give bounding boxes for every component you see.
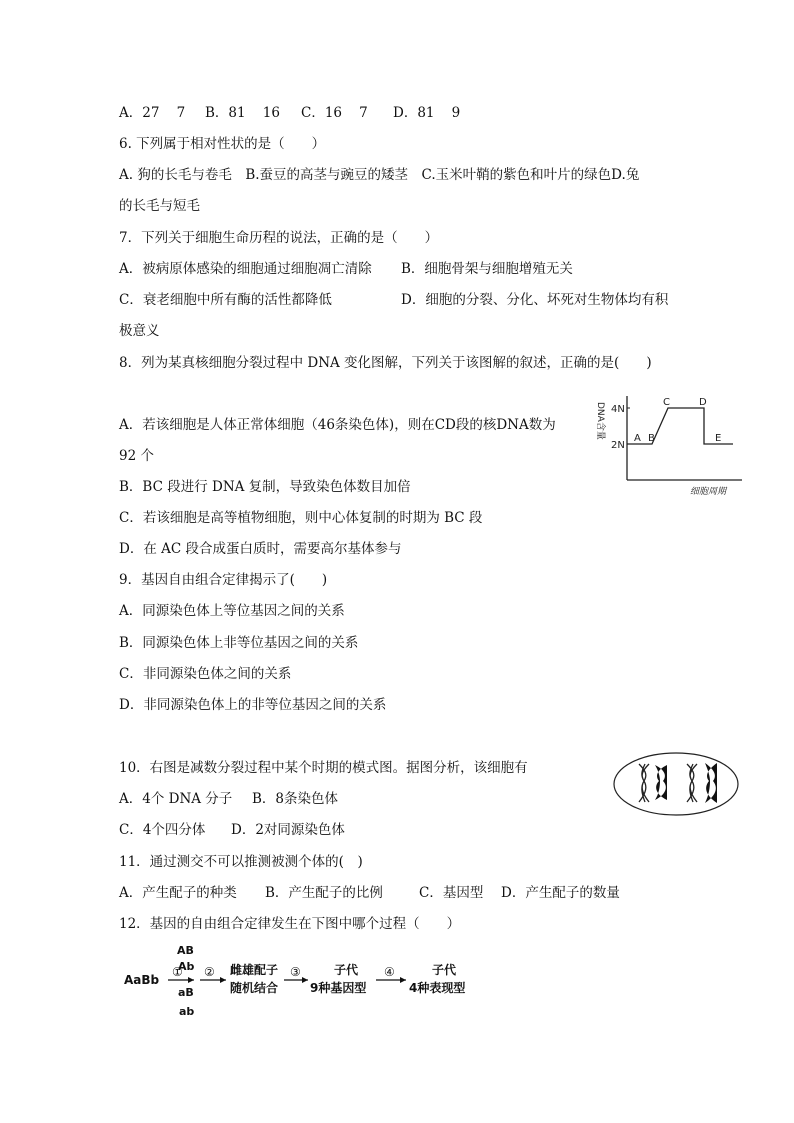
- gamete-ab-lower-upper: aB: [178, 986, 194, 999]
- point-a-label: A: [634, 433, 641, 444]
- parent-genotype: AaBb: [124, 973, 160, 987]
- chromosome-pair-2: [687, 763, 717, 803]
- chromosome-open-2: [687, 764, 697, 802]
- q7-option-b: B．细胞骨架与细胞增殖无关: [401, 261, 573, 277]
- q10-option-a: A．4个 DNA 分子: [119, 791, 233, 807]
- gamete-union-line1: 雌雄配子: [230, 963, 279, 977]
- q11-stem: 11．通过测交不可以推测被测个体的( ): [119, 854, 363, 870]
- dna-change-chart: [590, 390, 750, 500]
- arrow-4-head: [400, 977, 406, 983]
- q10-stem: 10．右图是减数分裂过程中某个时期的模式图。据图分析，该细胞有: [119, 760, 528, 776]
- q11-option-b: B．产生配子的比例: [265, 885, 383, 901]
- q7-stem: 7．下列关于细胞生命历程的说法，正确的是（ ）: [119, 230, 439, 246]
- gamete-union-line2: 随机结合: [230, 981, 279, 995]
- q8-option-b: B．BC 段进行 DNA 复制，导致染色体数目加倍: [119, 479, 411, 495]
- meiosis-cell-figure: [611, 750, 741, 818]
- step-3-marker: ③: [290, 965, 301, 979]
- offspring-phenotype-line2: 4种表现型: [409, 981, 466, 995]
- y-axis-label: DNA含量: [595, 402, 605, 440]
- q6-options-line2: 的长毛与短毛: [119, 198, 200, 214]
- q10-option-d: D．2对同源染色体: [231, 822, 345, 838]
- gamete-ab-mixed: Ab: [178, 960, 195, 973]
- gamete-ab-upper: AB: [177, 944, 194, 957]
- point-b-label: B: [648, 433, 655, 444]
- q11-option-d: D．产生配子的数量: [501, 885, 620, 901]
- q9-option-b: B．同源染色体上非等位基因之间的关系: [119, 635, 359, 651]
- offspring-genotype-line1: 子代: [334, 963, 359, 977]
- x-axis-label: 细胞周期: [690, 487, 727, 497]
- q5-option-c: C．16 7: [301, 105, 368, 121]
- y-tick-4n: 4N: [611, 404, 625, 415]
- q6-options-line1: A. 狗的长毛与卷毛 B.蚕豆的高茎与豌豆的矮茎 C.玉米叶鞘的紫色和叶片的绿色D.兔: [119, 167, 640, 183]
- q8-option-a: A．若该细胞是人体正常体细胞（46条染色体)，则在CD段的核DNA数为: [119, 417, 556, 433]
- q7-option-d: D．细胞的分裂、分化、坏死对生物体均有积: [401, 292, 669, 308]
- q8-option-c: C．若该细胞是高等植物细胞，则中心体复制的时期为 BC 段: [119, 510, 483, 526]
- q5-option-d: D．81 9: [393, 105, 461, 121]
- q11-option-a: A．产生配子的种类: [119, 885, 237, 901]
- arrow-1-head: [188, 977, 194, 983]
- q5-option-a: A．27 7: [119, 105, 186, 121]
- q5-option-b: B．81 16: [205, 105, 280, 121]
- gamete-ab-lower: ab: [179, 1005, 195, 1018]
- step-4-marker: ④: [384, 965, 395, 979]
- y-tick-2n: 2N: [611, 440, 625, 451]
- point-e-label: E: [715, 433, 722, 444]
- q7-option-c: C．衰老细胞中所有酶的活性都降低: [119, 292, 332, 308]
- q10-option-c: C．4个四分体: [119, 822, 206, 838]
- q10-options-cd: [119, 821, 345, 839]
- chromosome-filled-1: [655, 765, 667, 800]
- q10-options-ab: [119, 790, 338, 808]
- q7-option-d-cont: 极意义: [119, 323, 160, 339]
- q9-option-d: D．非同源染色体上的非等位基因之间的关系: [119, 697, 387, 713]
- q7-options-cd: [119, 291, 668, 309]
- q12-stem: 12．基因的自由组合定律发生在下图中哪个过程（ ）: [119, 916, 461, 932]
- q7-options-ab: [119, 260, 573, 278]
- q9-option-c: C．非同源染色体之间的关系: [119, 666, 292, 682]
- step-1-marker: ①: [172, 965, 183, 979]
- arrow-3-head: [302, 977, 308, 983]
- q9-option-a: A．同源染色体上等位基因之间的关系: [119, 603, 345, 619]
- chromosome-open-1: [639, 764, 649, 802]
- offspring-phenotype-line1: 子代: [432, 963, 457, 977]
- point-d-label: D: [699, 397, 707, 408]
- offspring-genotype-line2: 9种基因型: [310, 981, 367, 995]
- q11-options: [119, 884, 620, 902]
- q7-option-a: A．被病原体感染的细胞通过细胞凋亡清除: [119, 261, 372, 277]
- chromosome-filled-2: [705, 763, 717, 803]
- arrow-2-head: [220, 977, 226, 983]
- q5-options: [119, 104, 460, 122]
- q8-stem: 8．列为某真核细胞分裂过程中 DNA 变化图解，下列关于该图解的叙述，正确的是( ): [119, 355, 652, 371]
- gene-flow-diagram: [122, 940, 492, 1020]
- q8-option-a-cont: 92 个: [119, 448, 154, 464]
- q9-stem: 9．基因自由组合定律揭示了( ): [119, 572, 328, 588]
- cell-membrane: [614, 753, 738, 815]
- q11-option-c: C．基因型: [419, 885, 484, 901]
- step-2-marker: ②: [204, 965, 215, 979]
- q6-stem: 6. 下列属于相对性状的是（ ）: [119, 136, 326, 152]
- q10-option-b: B．8条染色体: [252, 791, 339, 807]
- q8-option-d: D．在 AC 段合成蛋白质时，需要高尔基体参与: [119, 541, 402, 557]
- chromosome-pair-1: [639, 764, 667, 802]
- point-c-label: C: [663, 397, 670, 408]
